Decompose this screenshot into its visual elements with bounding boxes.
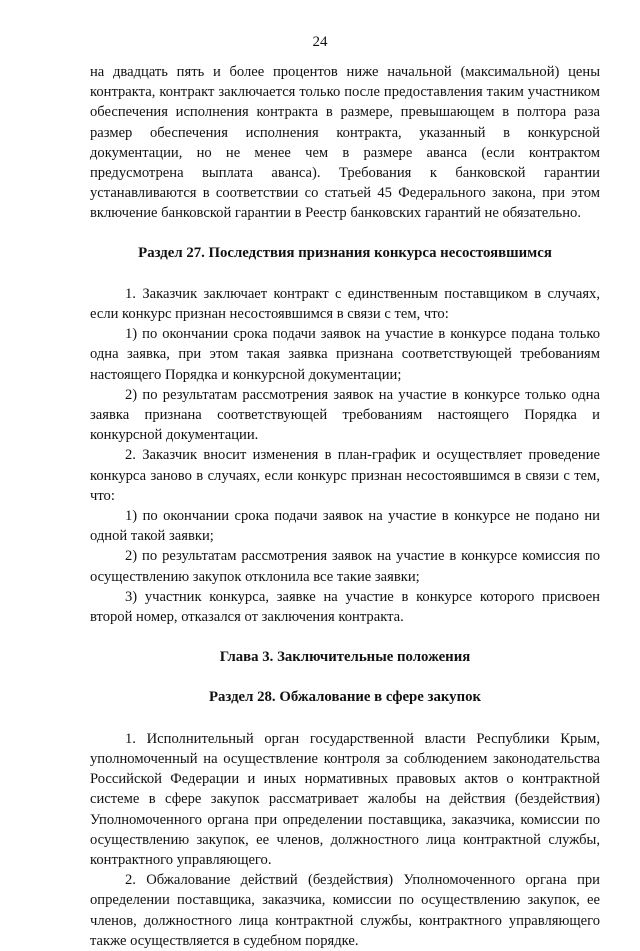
section-27-paragraph: 1. Заказчик заключает контракт с единственным поставщиком в случаях, если конкурс признан несостоявшимся в связи с тем, что: — [90, 285, 600, 323]
section-27-paragraph: 2. Заказчик вносит изменения в план-график и осуществляет проведение конкурса заново в случаях, если конкурс признан несостоявшимся в связи с тем, что: — [90, 447, 600, 504]
section-28-paragraph: 1. Исполнительный орган государственной власти Республики Крым, уполномоченный на осуществление контроля за соблюдением законодательства Российской Федерации и иных нормативных правовых актов о контрактной системе в сфере закупок рассматривает жалобы на действия (бездействия) Уполномоченного органа при определении поставщика, заказчика, комиссии по осуществлению закупок, ее членов, должностного лица контрактной службы, контрактного управляющего. — [90, 730, 600, 868]
section-27-paragraph: 3) участник конкурса, заявке на участие в конкурсе которого присвоен второй номер, отказался от заключения контракта. — [90, 588, 600, 626]
chapter-3-heading: Глава 3. Заключительные положения — [219, 649, 471, 666]
page-number: 24 — [312, 34, 328, 50]
continuation-paragraph: на двадцать пять и более процентов ниже начальной (максимальной) цены контракта, контракт заключается только после предоставления таким участником обеспечения исполнения контракта в размере, превышающем в полтора раза размер обеспечения исполнения контракта, указанный в конкурсной документации, но не менее чем в размере аванса (если контрактом предусмотрена выплата аванса). Требования к банковской гарантии устанавливаются в соответствии со статьей 45 Федерального закона, при этом включение банковской гарантии в Реестр банковских гарантий не обязательно. — [90, 64, 600, 222]
section-28-paragraph: 2. Обжалование действий (бездействия) Уполномоченного органа при определении поставщика, заказчика, комиссии по осуществлению закупок, ее членов, должностного лица контрактной службы, контрактного управляющего также осуществляется в судебном порядке. — [90, 872, 600, 949]
section-27-paragraph: 2) по результатам рассмотрения заявок на участие в конкурсе комиссия по осуществлению закупок отклонила все такие заявки; — [90, 548, 600, 585]
section-27-paragraph: 1) по окончании срока подачи заявок на участие в конкурсе не подано ни одной такой заявки; — [90, 508, 600, 545]
section-27-paragraph: 1) по окончании срока подачи заявок на участие в конкурсе подана только одна заявка, при этом такая заявка признана соответствующей требованиям настоящего Порядка и конкурсной документации; — [90, 326, 600, 383]
section-28-heading: Раздел 28. Обжалование в сфере закупок — [208, 689, 482, 706]
section-27-paragraph: 2) по результатам рассмотрения заявок на участие в конкурсе только одна заявка признана соответствующей требованиям настоящего Порядка и конкурсной документации. — [90, 386, 600, 444]
section-27-heading: Раздел 27. Последствия признания конкурса несостоявшимся — [138, 244, 552, 261]
document-body — [90, 62, 600, 951]
